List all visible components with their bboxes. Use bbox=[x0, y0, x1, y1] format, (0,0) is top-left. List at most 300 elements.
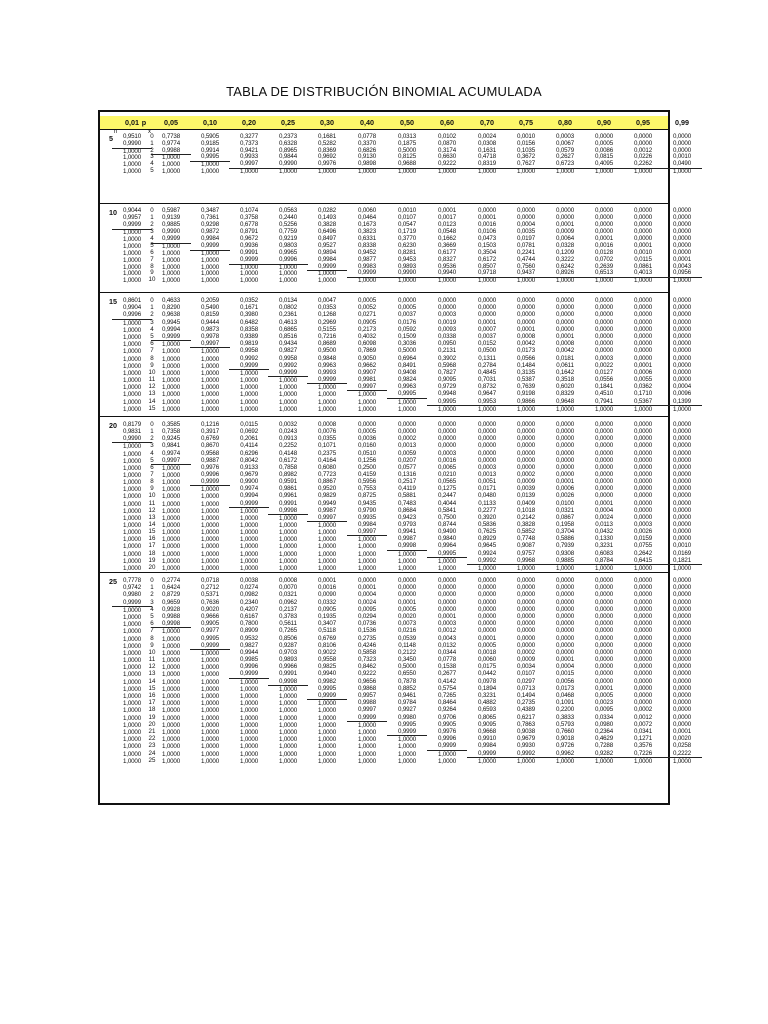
table-cell: 1,0000 bbox=[278, 405, 298, 413]
table-cell: 0,5256 bbox=[278, 220, 298, 228]
table-cell: 1,0000 bbox=[161, 405, 181, 413]
table-cell: 0,0000 bbox=[633, 435, 653, 443]
table-cell: 0,6496 bbox=[317, 227, 337, 235]
table-cell: 0,5956 bbox=[357, 478, 377, 486]
table-cell: 1,0000 bbox=[161, 714, 181, 722]
table-cell: 1,0000 bbox=[122, 642, 142, 650]
table-cell: 0,7636 bbox=[200, 598, 220, 606]
x-value: 23 bbox=[148, 742, 156, 750]
table-cell: 0,9591 bbox=[278, 478, 298, 486]
table-cell: 0,8462 bbox=[357, 663, 377, 671]
table-cell: 0,5367 bbox=[623, 398, 663, 406]
table-cell: 0,0016 bbox=[437, 456, 457, 464]
table-cell: 0,2122 bbox=[397, 648, 417, 656]
table-cell: 0,0226 bbox=[633, 153, 653, 161]
table-cell: 1,0000 bbox=[161, 464, 181, 472]
table-cell: 1,0000 bbox=[633, 405, 653, 413]
column-p-0-01 bbox=[112, 421, 152, 572]
table-cell: 1,0000 bbox=[122, 369, 142, 377]
table-cell: 0,9988 bbox=[161, 612, 181, 620]
table-cell: 1,0000 bbox=[317, 750, 337, 758]
table-cell: 0,9999 bbox=[229, 500, 269, 508]
table-cell: 0,0755 bbox=[633, 542, 653, 550]
table-cell: 1,0000 bbox=[477, 757, 497, 765]
table-cell: 1,0000 bbox=[594, 405, 614, 413]
table-cell: 0,9996 bbox=[239, 663, 259, 671]
table-cell: 0,0005 bbox=[594, 692, 614, 699]
table-cell: 0,9930 bbox=[516, 742, 536, 750]
table-cell: 0,2222 bbox=[662, 750, 702, 758]
column-p-0-30 bbox=[307, 421, 347, 572]
table-cell: 0,0258 bbox=[672, 742, 692, 750]
column-p-0-95 bbox=[623, 134, 663, 176]
table-cell: 0,9423 bbox=[397, 513, 417, 521]
table-cell: 1,0000 bbox=[161, 154, 181, 162]
table-cell: 1,0000 bbox=[278, 263, 298, 271]
table-cell: 1,0000 bbox=[317, 536, 337, 544]
column-p-0-70 bbox=[467, 134, 507, 176]
table-cell: 0,2241 bbox=[516, 248, 536, 256]
x-value: 20 bbox=[148, 563, 156, 571]
table-cell: 1,0000 bbox=[161, 391, 181, 399]
table-cell: 0,0000 bbox=[594, 428, 614, 436]
table-cell: 0,9893 bbox=[278, 656, 298, 664]
table-cell: 0,9988 bbox=[357, 699, 377, 707]
table-cell: 0,0008 bbox=[278, 577, 298, 584]
table-cell: 0,4633 bbox=[161, 297, 181, 304]
table-cell: 1,0000 bbox=[122, 507, 142, 515]
column-p-0-05 bbox=[151, 297, 191, 413]
table-cell: 0,0024 bbox=[594, 513, 614, 521]
table-cell: 0,2361 bbox=[278, 311, 298, 319]
table-cell: 1,0000 bbox=[239, 384, 259, 392]
table-cell: 1,0000 bbox=[633, 167, 653, 175]
table-cell: 0,9999 bbox=[112, 599, 152, 607]
column-p-0-25 bbox=[268, 421, 308, 572]
table-cell: 0,0815 bbox=[594, 153, 614, 161]
table-cell: 0,0175 bbox=[477, 663, 497, 671]
table-cell: 0,0000 bbox=[633, 470, 653, 478]
table-cell: 0,2340 bbox=[239, 598, 259, 606]
table-cell: 1,0000 bbox=[397, 736, 417, 744]
table-cell: 0,9827 bbox=[278, 347, 298, 355]
table-cell: 1,0000 bbox=[122, 529, 142, 537]
table-cell: 0,0000 bbox=[555, 297, 575, 304]
table-cell: 0,0000 bbox=[633, 227, 653, 235]
table-cell: 0,0274 bbox=[239, 584, 259, 592]
table-cell: 0,0000 bbox=[555, 449, 575, 457]
table-cell: 0,5841 bbox=[437, 506, 457, 514]
table-cell: 0,0000 bbox=[437, 591, 457, 599]
table-cell: 0,6415 bbox=[623, 557, 663, 565]
table-cell: 1,0000 bbox=[555, 277, 575, 285]
table-cell: 0,0362 bbox=[633, 383, 653, 391]
table-cell: 0,9957 bbox=[122, 213, 142, 221]
table-cell: 0,0000 bbox=[477, 584, 497, 592]
table-cell: 1,0000 bbox=[161, 529, 181, 537]
table-cell: 0,0022 bbox=[594, 361, 614, 369]
table-cell: 1,0000 bbox=[278, 728, 298, 736]
table-cell: 0,7778 bbox=[122, 577, 142, 584]
column-p-0-25 bbox=[268, 577, 308, 765]
table-cell: 0,0216 bbox=[397, 627, 417, 635]
table-cell: 0,3036 bbox=[397, 340, 417, 348]
table-cell: 0,9994 bbox=[239, 492, 259, 500]
table-cell: 1,0000 bbox=[122, 514, 142, 522]
table-cell: 0,9520 bbox=[317, 485, 337, 493]
table-cell: 1,0000 bbox=[122, 664, 142, 672]
table-cell: 0,0000 bbox=[594, 663, 614, 671]
x-value: 19 bbox=[148, 556, 156, 564]
table-cell: 0,1719 bbox=[397, 227, 417, 235]
n-value: 5 bbox=[109, 134, 113, 143]
table-cell: 1,0000 bbox=[122, 333, 142, 341]
table-cell: 0,9706 bbox=[437, 713, 457, 721]
table-cell: 0,0000 bbox=[594, 220, 614, 228]
table-cell: 0,0000 bbox=[594, 612, 614, 620]
column-p-0-90 bbox=[584, 421, 624, 572]
p-header-0-80: 0,80 bbox=[558, 118, 572, 127]
table-cell: 0,0016 bbox=[317, 584, 337, 592]
table-cell: 1,0000 bbox=[357, 557, 377, 565]
table-cell: 0,6630 bbox=[437, 153, 457, 161]
table-cell: 0,0043 bbox=[672, 262, 692, 270]
table-cell: 0,3770 bbox=[397, 234, 417, 242]
table-cell: 0,0000 bbox=[357, 577, 377, 584]
table-cell: 0,9987 bbox=[317, 506, 337, 514]
table-cell: 0,0005 bbox=[477, 641, 497, 649]
x-value: 0 bbox=[150, 133, 154, 140]
table-cell: 1,0000 bbox=[477, 564, 497, 572]
table-cell: 0,9990 bbox=[112, 141, 152, 149]
table-cell: 0,1935 bbox=[317, 612, 337, 620]
table-cell: 0,0007 bbox=[477, 325, 497, 333]
table-cell: 0,0713 bbox=[516, 684, 536, 692]
table-cell: 0,0003 bbox=[594, 354, 614, 362]
table-cell: 0,0000 bbox=[672, 478, 692, 486]
table-cell: 0,4044 bbox=[437, 499, 457, 507]
table-cell: 0,0000 bbox=[594, 435, 614, 443]
table-cell: 1,0000 bbox=[239, 270, 259, 278]
table-cell: 0,9672 bbox=[239, 234, 259, 242]
table-cell: 0,0001 bbox=[555, 220, 575, 228]
table-cell: 0,0000 bbox=[633, 663, 653, 671]
table-cell: 0,0042 bbox=[555, 347, 575, 355]
table-cell: 1,0000 bbox=[122, 405, 142, 413]
table-cell: 1,0000 bbox=[122, 362, 142, 370]
table-cell: 0,5611 bbox=[279, 620, 297, 628]
table-cell: 1,0000 bbox=[397, 750, 417, 758]
table-cell: 0,5968 bbox=[437, 361, 457, 369]
table-cell: 1,0000 bbox=[200, 564, 220, 572]
table-cell: 0,9647 bbox=[477, 390, 497, 398]
n-value: 25 bbox=[109, 577, 117, 586]
column-p-0-20 bbox=[229, 208, 269, 285]
table-cell: 0,0000 bbox=[672, 713, 692, 721]
table-cell: 1,0000 bbox=[122, 161, 142, 169]
x-value: 17 bbox=[148, 699, 156, 707]
column-p-0-10 bbox=[190, 421, 230, 572]
table-cell: 0,0107 bbox=[516, 670, 536, 678]
table-cell: 1,0000 bbox=[122, 341, 142, 349]
p-header-0-70: 0,70 bbox=[480, 118, 494, 127]
table-cell: 1,0000 bbox=[357, 743, 377, 751]
table-cell: 0,9961 bbox=[278, 492, 298, 500]
table-cell: 0,3231 bbox=[594, 542, 614, 550]
table-cell: 0,0055 bbox=[633, 376, 653, 384]
table-cell: 0,9742 bbox=[122, 584, 142, 592]
table-cell: 1,0000 bbox=[122, 471, 142, 479]
n-value: 10 bbox=[109, 208, 117, 217]
table-cell: 1,0000 bbox=[239, 743, 259, 751]
column-p-0-30 bbox=[307, 297, 347, 413]
table-cell: 0,8281 bbox=[397, 248, 417, 256]
table-cell: 0,0000 bbox=[672, 485, 692, 493]
table-cell: 0,8926 bbox=[545, 270, 585, 278]
table-cell: 1,0000 bbox=[200, 514, 220, 522]
table-cell: 0,7869 bbox=[357, 347, 377, 355]
table-cell: 0,9980 bbox=[122, 591, 142, 599]
table-cell: 0,8319 bbox=[467, 161, 507, 169]
table-cell: 1,0000 bbox=[161, 642, 181, 650]
table-cell: 1,0000 bbox=[317, 728, 337, 736]
table-cell: 0,0000 bbox=[397, 577, 417, 584]
column-p-0-75 bbox=[506, 421, 546, 572]
table-cell: 0,0778 bbox=[437, 656, 457, 664]
x-value: 6 bbox=[150, 463, 154, 471]
table-cell: 0,7373 bbox=[239, 139, 259, 147]
table-cell: 0,0001 bbox=[555, 332, 575, 340]
x-value: 6 bbox=[150, 248, 154, 256]
table-cell: 0,9998 bbox=[268, 507, 308, 515]
x-value: 13 bbox=[148, 390, 156, 398]
table-cell: 0,0115 bbox=[240, 421, 258, 428]
table-cell: 0,1018 bbox=[516, 506, 536, 514]
table-cell: 0,6083 bbox=[594, 549, 614, 557]
column-p-0-99 bbox=[662, 421, 702, 572]
table-cell: 1,0000 bbox=[357, 167, 377, 175]
table-cell: 0,8725 bbox=[357, 492, 377, 500]
table-cell: 1,0000 bbox=[672, 167, 692, 175]
column-p-0-75 bbox=[506, 297, 546, 413]
table-cell: 1,0000 bbox=[357, 721, 377, 729]
table-cell: 1,0000 bbox=[200, 529, 220, 537]
table-cell: 0,0000 bbox=[633, 133, 653, 140]
table-cell: 1,0000 bbox=[239, 750, 259, 758]
table-cell: 1,0000 bbox=[239, 405, 259, 413]
table-cell: 1,0000 bbox=[555, 757, 575, 765]
x-value: 3 bbox=[150, 227, 154, 235]
table-cell: 1,0000 bbox=[122, 479, 142, 487]
x-value: 4 bbox=[150, 605, 154, 613]
table-cell: 0,0001 bbox=[357, 584, 377, 592]
table-cell: 0,0000 bbox=[672, 692, 692, 699]
table-cell: 0,2375 bbox=[317, 449, 337, 457]
table-cell: 0,9958 bbox=[239, 347, 259, 355]
table-cell: 0,5886 bbox=[555, 535, 575, 543]
x-value: 1 bbox=[150, 428, 154, 436]
table-cell: 0,9984 bbox=[477, 742, 497, 750]
table-cell: 0,2059 bbox=[200, 297, 220, 304]
table-cell: 1,0000 bbox=[239, 721, 259, 729]
table-cell: 0,2440 bbox=[278, 213, 298, 221]
table-cell: 0,9444 bbox=[200, 318, 220, 326]
table-cell: 0,0308 bbox=[477, 139, 497, 147]
table-cell: 0,4744 bbox=[516, 255, 536, 263]
table-cell: 0,0176 bbox=[397, 318, 417, 326]
table-cell: 1,0000 bbox=[278, 377, 298, 385]
table-cell: 0,0000 bbox=[516, 449, 536, 457]
table-cell: 0,8338 bbox=[357, 241, 377, 249]
table-cell: 1,0000 bbox=[122, 671, 142, 679]
table-cell: 0,0271 bbox=[357, 311, 377, 319]
table-cell: 0,9510 bbox=[122, 133, 142, 140]
table-cell: 0,9991 bbox=[239, 248, 259, 256]
table-cell: 0,0000 bbox=[516, 634, 536, 642]
table-cell: 1,0000 bbox=[633, 757, 653, 765]
table-cell: 0,0321 bbox=[278, 591, 298, 599]
table-cell: 0,1671 bbox=[239, 304, 259, 312]
table-cell: 0,5282 bbox=[317, 139, 337, 147]
table-cell: 1,0000 bbox=[317, 550, 337, 558]
table-cell: 0,0000 bbox=[672, 428, 692, 436]
table-cell: 0,1494 bbox=[516, 692, 536, 699]
table-cell: 0,7553 bbox=[357, 485, 377, 493]
table-cell: 0,0000 bbox=[516, 584, 536, 592]
table-cell: 0,0000 bbox=[516, 605, 536, 613]
table-cell: 0,8909 bbox=[239, 627, 259, 635]
table-cell: 0,7639 bbox=[516, 383, 536, 391]
table-cell: 1,0000 bbox=[122, 700, 142, 708]
table-cell: 0,9793 bbox=[397, 520, 417, 528]
table-cell: 0,9985 bbox=[239, 656, 259, 664]
table-cell: 0,9968 bbox=[506, 557, 546, 565]
table-cell: 1,0000 bbox=[594, 757, 614, 765]
table-cell: 0,9784 bbox=[397, 699, 417, 707]
table-cell: 0,0718 bbox=[200, 577, 220, 584]
table-cell: 0,9905 bbox=[200, 620, 220, 628]
x-value: 15 bbox=[148, 684, 156, 692]
table-cell: 0,9958 bbox=[278, 354, 298, 362]
table-cell: 0,0093 bbox=[437, 325, 457, 333]
table-cell: 0,2173 bbox=[357, 325, 377, 333]
table-cell: 0,9877 bbox=[357, 255, 377, 263]
table-cell: 1,0000 bbox=[239, 557, 259, 565]
table-cell: 0,0000 bbox=[672, 591, 692, 599]
table-cell: 0,9222 bbox=[357, 670, 377, 678]
table-cell: 0,9282 bbox=[584, 750, 624, 758]
column-p-0-20 bbox=[229, 134, 269, 176]
table-cell: 0,0001 bbox=[317, 577, 337, 584]
table-cell: 0,0016 bbox=[477, 220, 497, 228]
table-cell: 0,9287 bbox=[278, 641, 298, 649]
table-cell: 1,0000 bbox=[317, 700, 337, 708]
table-cell: 0,0344 bbox=[437, 648, 457, 656]
table-cell: 0,0001 bbox=[594, 499, 614, 507]
table-cell: 1,0000 bbox=[122, 263, 142, 271]
table-cell: 0,9668 bbox=[477, 727, 497, 735]
table-cell: 0,9996 bbox=[112, 311, 152, 319]
table-cell: 0,0328 bbox=[555, 241, 575, 249]
table-cell: 0,1074 bbox=[239, 207, 259, 214]
table-cell: 0,0010 bbox=[516, 133, 536, 140]
table-cell: 0,0132 bbox=[437, 641, 457, 649]
table-cell: 0,9949 bbox=[317, 499, 337, 507]
table-cell: 0,0032 bbox=[278, 421, 298, 428]
table-cell: 0,9997 bbox=[307, 514, 347, 522]
table-cell: 0,0060 bbox=[477, 656, 497, 664]
column-p-0-80 bbox=[545, 297, 585, 413]
table-cell: 0,0000 bbox=[437, 428, 457, 436]
table-cell: 0,0563 bbox=[278, 207, 298, 214]
table-cell: 0,9841 bbox=[161, 442, 181, 450]
table-cell: 0,0000 bbox=[633, 297, 653, 304]
table-cell: 1,0000 bbox=[397, 550, 417, 558]
table-cell: 1,0000 bbox=[161, 521, 181, 529]
table-cell: 1,0000 bbox=[437, 277, 457, 285]
table-cell: 1,0000 bbox=[122, 384, 142, 392]
table-cell: 1,0000 bbox=[278, 391, 298, 399]
table-cell: 1,0000 bbox=[122, 377, 142, 385]
table-cell: 0,9829 bbox=[317, 492, 337, 500]
table-cell: 0,0000 bbox=[594, 648, 614, 656]
table-cell: 1,0000 bbox=[633, 277, 653, 285]
table-cell: 0,0432 bbox=[594, 528, 614, 536]
p-header-0-60: 0,60 bbox=[440, 118, 454, 127]
table-cell: 0,0000 bbox=[594, 449, 614, 457]
table-cell: 0,0000 bbox=[633, 656, 653, 664]
column-p-0-30 bbox=[307, 577, 347, 765]
table-cell: 0,0001 bbox=[437, 207, 457, 214]
table-cell: 0,9914 bbox=[200, 146, 220, 154]
table-cell: 0,0000 bbox=[357, 421, 377, 428]
table-cell: 0,8369 bbox=[317, 146, 337, 154]
table-cell: 0,0000 bbox=[477, 297, 497, 304]
table-cell: 1,0000 bbox=[161, 384, 181, 392]
table-cell: 0,1503 bbox=[477, 241, 497, 249]
table-cell: 0,6778 bbox=[239, 220, 259, 228]
table-cell: 1,0000 bbox=[357, 543, 377, 551]
table-cell: 1,0000 bbox=[239, 263, 259, 271]
x-value: 2 bbox=[150, 220, 154, 228]
table-cell: 0,0000 bbox=[397, 421, 417, 428]
table-cell: 1,0000 bbox=[516, 757, 536, 765]
table-cell: 0,5155 bbox=[317, 325, 337, 333]
table-cell: 0,3823 bbox=[357, 227, 377, 235]
table-cell: 0,0102 bbox=[437, 133, 457, 140]
table-cell: 1,0000 bbox=[278, 167, 298, 175]
table-cell: 1,0000 bbox=[239, 693, 259, 700]
table-cell: 0,0000 bbox=[594, 304, 614, 312]
table-cell: 0,2137 bbox=[278, 605, 298, 613]
table-cell: 0,0500 bbox=[477, 347, 497, 355]
x-value: 12 bbox=[148, 383, 156, 391]
column-p-0-70 bbox=[467, 297, 507, 413]
table-cell: 0,9905 bbox=[437, 720, 457, 728]
table-cell: 0,0000 bbox=[477, 620, 497, 628]
x-value: 3 bbox=[150, 153, 154, 161]
table-cell: 0,9965 bbox=[278, 248, 298, 256]
table-cell: 0,8507 bbox=[477, 262, 497, 270]
table-cell: 0,0000 bbox=[555, 591, 575, 599]
table-cell: 0,9729 bbox=[437, 383, 457, 391]
table-cell: 1,0000 bbox=[239, 550, 259, 558]
table-cell: 1,0000 bbox=[278, 277, 298, 285]
table-cell: 0,0002 bbox=[397, 435, 417, 443]
table-cell: 0,9984 bbox=[200, 234, 220, 242]
x-value: 8 bbox=[150, 354, 154, 362]
table-cell: 1,0000 bbox=[161, 657, 181, 665]
